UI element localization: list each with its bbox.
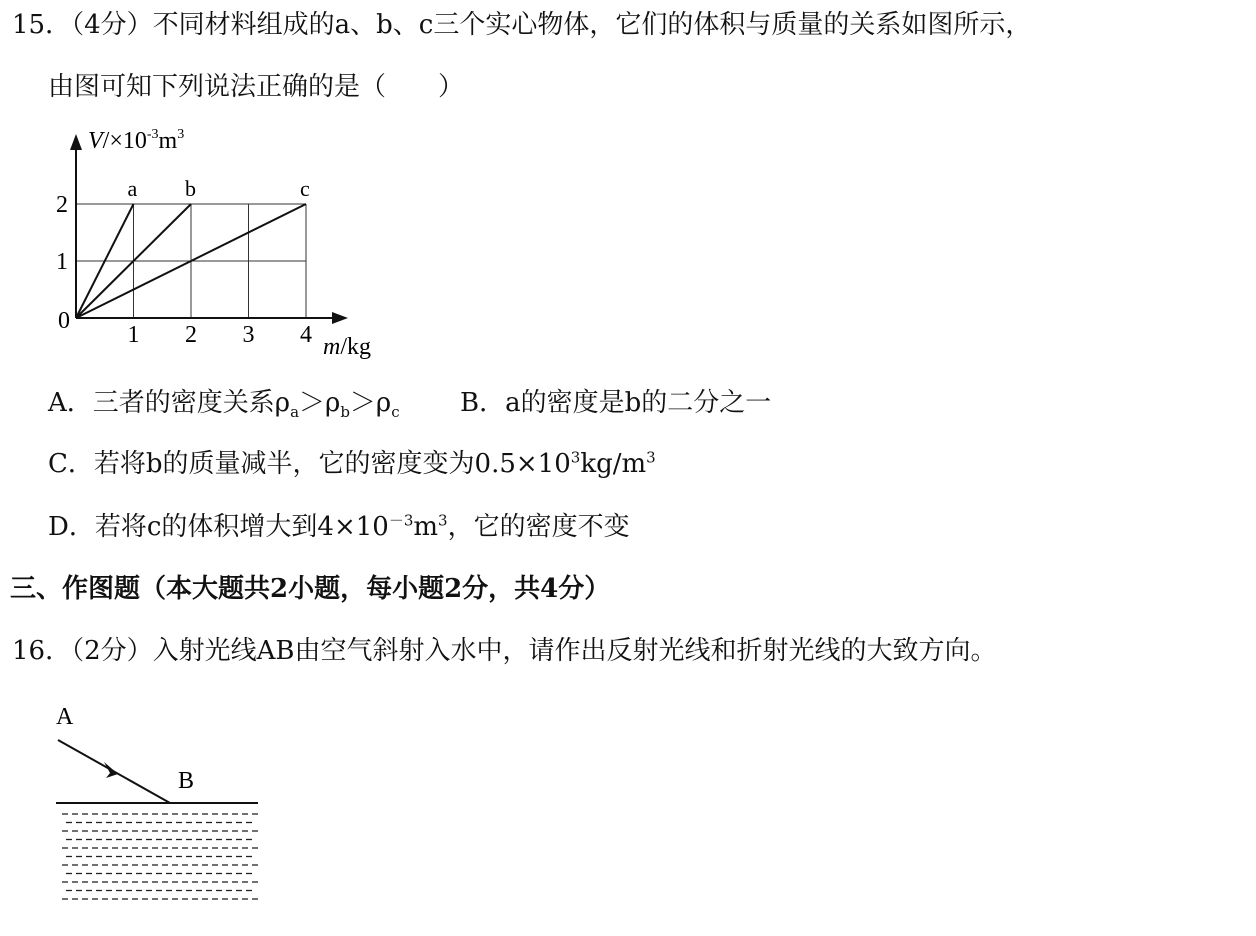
x-axis-label: m/kg — [323, 334, 372, 360]
section-heading: 三、作图题（本大题共2小题，每小题2分，共4分） — [10, 574, 611, 604]
y-axis-label: $V/\times 10^{-3}m^3$ — [88, 127, 185, 154]
graph-ticks — [56, 192, 312, 348]
y-tick-label: 2 — [56, 192, 68, 218]
option-a: A．三者的密度关系$\rho_a>\rho_b>\rho_c$ — [48, 388, 400, 422]
series-label-a: a — [127, 176, 138, 201]
x-tick-label: 3 — [242, 322, 255, 348]
origin-label: 0 — [58, 308, 70, 334]
water-hatching — [62, 814, 258, 899]
q15-stem-line2: 由图可知下列说法正确的是（ ） — [48, 72, 465, 102]
y-tick-label: 1 — [56, 249, 68, 275]
option-c: C．若将b的质量减半，它的密度变为$0.5\times 10^3kg/m^3$ — [48, 448, 656, 479]
x-axis-arrow-icon — [332, 312, 348, 324]
point-b-label: B — [178, 768, 195, 794]
q16-stem: 16．（2分）入射光线AB由空气斜射入水中，请作出反射光线和折射光线的大致方向。 — [12, 636, 997, 666]
x-tick-label: 2 — [185, 322, 197, 348]
series-label-c: c — [300, 176, 310, 201]
x-tick-label: 4 — [300, 322, 312, 348]
option-b: B．a的密度是b的二分之一 — [460, 388, 772, 418]
y-axis-arrow-icon — [70, 134, 82, 150]
q15-stem-line1: 15．（4分）不同材料组成的a、b、c三个实心物体，它们的体积与质量的关系如图所示， — [12, 10, 1032, 40]
point-a-label: A — [56, 704, 74, 730]
graph-series — [76, 176, 310, 318]
x-tick-label: 1 — [127, 322, 140, 348]
ray-arrow-icon — [104, 762, 118, 778]
volume-mass-graph — [40, 120, 400, 365]
series-label-b: b — [185, 176, 196, 201]
option-d: D．若将c的体积增大到$4\times 10^{-3}m^3$，它的密度不变 — [48, 511, 630, 542]
light-ray-diagram — [40, 700, 280, 915]
